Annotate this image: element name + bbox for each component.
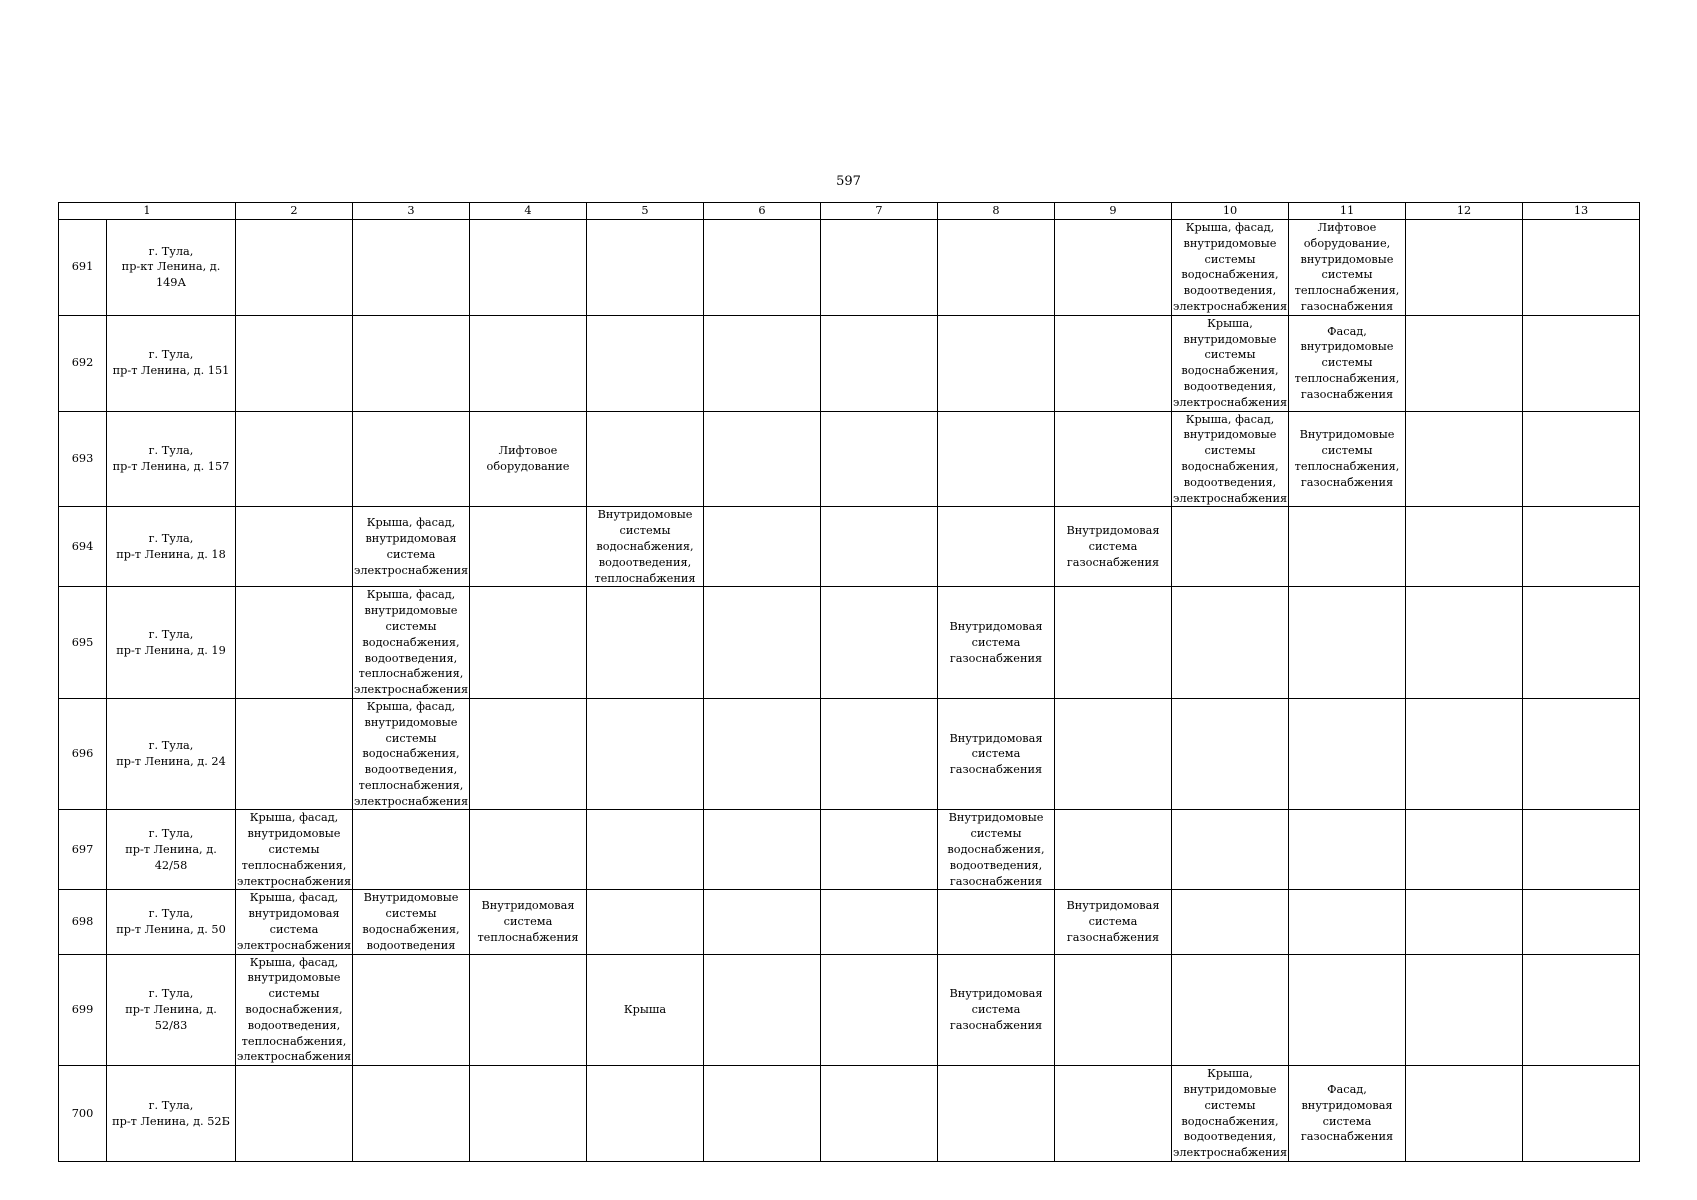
work-cell-col-13 <box>1523 587 1640 699</box>
work-cell-col-7 <box>821 698 938 810</box>
work-cell-col-6 <box>704 507 821 587</box>
work-cell-col-5 <box>587 698 704 810</box>
work-cell-col-9 <box>1055 1066 1172 1162</box>
work-text: Крыша, фасад, внутридомовые системы водоснабжения, водоотведения, теплоснабжения, электроснабжения <box>354 699 469 808</box>
work-text: Внутридомовая система газоснабжения <box>949 619 1043 665</box>
address-cell <box>107 220 236 316</box>
column-header-5: 5 <box>587 203 704 220</box>
work-cell-col-2 <box>236 698 353 810</box>
row-number: 696 <box>59 698 107 810</box>
work-cell-col-7 <box>821 954 938 1066</box>
address-text: г. Тула, пр-т Ленина, д. 18 <box>116 532 226 561</box>
work-cell-col-3 <box>353 587 470 699</box>
work-cell-col-12 <box>1406 810 1523 890</box>
work-cell-col-6 <box>704 315 821 411</box>
row-number: 700 <box>59 1066 107 1162</box>
address-cell <box>107 1066 236 1162</box>
work-cell-col-9 <box>1055 954 1172 1066</box>
row-number: 698 <box>59 890 107 954</box>
work-cell-col-8 <box>938 954 1055 1066</box>
work-cell-col-2 <box>236 587 353 699</box>
row-number: 692 <box>59 315 107 411</box>
work-cell-col-12 <box>1406 315 1523 411</box>
work-cell-col-2 <box>236 890 353 954</box>
address-cell <box>107 890 236 954</box>
work-cell-col-13 <box>1523 1066 1640 1162</box>
column-header-12: 12 <box>1406 203 1523 220</box>
work-cell-col-5 <box>587 890 704 954</box>
work-cell-col-11 <box>1289 698 1406 810</box>
work-cell-col-5 <box>587 507 704 587</box>
header-row <box>59 203 1640 220</box>
work-cell-col-6 <box>704 810 821 890</box>
work-cell-col-4 <box>470 1066 587 1162</box>
address-cell <box>107 698 236 810</box>
work-cell-col-7 <box>821 810 938 890</box>
address-text: г. Тула, пр-т Ленина, д. 157 <box>112 444 230 473</box>
work-cell-col-13 <box>1523 954 1640 1066</box>
work-cell-col-5 <box>587 411 704 507</box>
work-text: Крыша, фасад, внутридомовые системы теплоснабжения, электроснабжения <box>237 811 352 888</box>
table-row <box>59 411 1640 507</box>
work-cell-col-13 <box>1523 411 1640 507</box>
table-row <box>59 220 1640 316</box>
work-cell-col-6 <box>704 890 821 954</box>
work-cell-col-6 <box>704 220 821 316</box>
work-text: Внутридомовые системы водоснабжения, водоотведения <box>362 891 460 952</box>
table-row <box>59 507 1640 587</box>
address-cell <box>107 810 236 890</box>
work-cell-col-6 <box>704 1066 821 1162</box>
work-cell-col-12 <box>1406 890 1523 954</box>
work-text: Фасад, внутридомовые системы теплоснабжения, газоснабжения <box>1294 324 1400 401</box>
work-cell-col-11 <box>1289 220 1406 316</box>
work-cell-col-10 <box>1172 810 1289 890</box>
table-row <box>59 810 1640 890</box>
work-cell-col-9 <box>1055 507 1172 587</box>
row-number: 697 <box>59 810 107 890</box>
column-header-11: 11 <box>1289 203 1406 220</box>
address-text: г. Тула, пр-т Ленина, д. 50 <box>116 907 226 937</box>
address-cell <box>107 587 236 699</box>
work-cell-col-3 <box>353 810 470 890</box>
work-cell-col-7 <box>821 315 938 411</box>
address-cell <box>107 315 236 411</box>
work-cell-col-12 <box>1406 587 1523 699</box>
work-cell-col-3 <box>353 507 470 587</box>
work-cell-col-3 <box>353 411 470 507</box>
address-text: г. Тула, пр-т Ленина, д. 24 <box>116 739 226 769</box>
work-cell-col-7 <box>821 587 938 699</box>
work-cell-col-2 <box>236 315 353 411</box>
work-cell-col-12 <box>1406 1066 1523 1162</box>
work-cell-col-4 <box>470 698 587 810</box>
work-cell-col-5 <box>587 954 704 1066</box>
column-header-7: 7 <box>821 203 938 220</box>
work-cell-col-11 <box>1289 890 1406 954</box>
column-header-9: 9 <box>1055 203 1172 220</box>
work-cell-col-4 <box>470 954 587 1066</box>
work-cell-col-11 <box>1289 507 1406 587</box>
work-cell-col-4 <box>470 587 587 699</box>
address-text: г. Тула, пр-т Ленина, д. 19 <box>116 627 226 657</box>
work-text: Внутридомовая система теплоснабжения <box>477 899 579 944</box>
work-text: Лифтовое оборудование, внутридомовые системы теплоснабжения, газоснабжения <box>1294 221 1400 313</box>
work-cell-col-13 <box>1523 220 1640 316</box>
work-cell-col-3 <box>353 698 470 810</box>
work-cell-col-5 <box>587 1066 704 1162</box>
address-cell <box>107 954 236 1066</box>
work-cell-col-12 <box>1406 507 1523 587</box>
work-cell-col-13 <box>1523 507 1640 587</box>
work-cell-col-8 <box>938 411 1055 507</box>
work-cell-col-12 <box>1406 220 1523 316</box>
address-text: г. Тула, пр-кт Ленина, д. 149А <box>121 244 221 290</box>
work-cell-col-4 <box>470 507 587 587</box>
column-header-13: 13 <box>1523 203 1640 220</box>
work-cell-col-8 <box>938 587 1055 699</box>
work-text: Лифтовое оборудование <box>486 444 570 473</box>
column-header-1: 1 <box>59 203 236 220</box>
table-row <box>59 890 1640 954</box>
address-text: г. Тула, пр-т Ленина, д. 151 <box>112 348 230 378</box>
table-row <box>59 698 1640 810</box>
column-header-8: 8 <box>938 203 1055 220</box>
table-row <box>59 587 1640 699</box>
work-text: Крыша, фасад, внутридомовые системы водоснабжения, водоотведения, теплоснабжения, электроснабжения <box>354 588 469 697</box>
table-row <box>59 1066 1640 1162</box>
work-cell-col-4 <box>470 810 587 890</box>
work-cell-col-7 <box>821 411 938 507</box>
work-cell-col-8 <box>938 810 1055 890</box>
work-cell-col-9 <box>1055 411 1172 507</box>
work-cell-col-11 <box>1289 587 1406 699</box>
work-cell-col-4 <box>470 411 587 507</box>
work-cell-col-7 <box>821 220 938 316</box>
work-cell-col-13 <box>1523 890 1640 954</box>
work-cell-col-10 <box>1172 954 1289 1066</box>
address-text: г. Тула, пр-т Ленина, д. 42/58 <box>125 827 217 872</box>
work-cell-col-6 <box>704 698 821 810</box>
work-cell-col-8 <box>938 315 1055 411</box>
work-text: Крыша, фасад, внутридомовая система электроснабжения <box>237 891 352 952</box>
work-cell-col-9 <box>1055 220 1172 316</box>
work-cell-col-2 <box>236 954 353 1066</box>
work-cell-col-2 <box>236 1066 353 1162</box>
work-text: Крыша, внутридомовые системы водоснабжения, водоотведения, электроснабжения <box>1173 316 1288 409</box>
row-number: 694 <box>59 507 107 587</box>
work-cell-col-10 <box>1172 411 1289 507</box>
work-cell-col-12 <box>1406 698 1523 810</box>
work-cell-col-9 <box>1055 890 1172 954</box>
work-cell-col-13 <box>1523 315 1640 411</box>
work-cell-col-11 <box>1289 810 1406 890</box>
work-cell-col-10 <box>1172 507 1289 587</box>
row-number: 693 <box>59 411 107 507</box>
work-text: Внутридомовые системы водоснабжения, водоотведения, теплоснабжения <box>594 508 696 585</box>
work-cell-col-11 <box>1289 1066 1406 1162</box>
work-text: Крыша <box>623 1003 667 1017</box>
column-header-4: 4 <box>470 203 587 220</box>
work-text: Внутридомовые системы водоснабжения, водоотведения, газоснабжения <box>947 811 1045 888</box>
work-text: Внутридомовая система газоснабжения <box>1066 899 1160 944</box>
work-cell-col-3 <box>353 315 470 411</box>
work-cell-col-4 <box>470 315 587 411</box>
work-cell-col-9 <box>1055 698 1172 810</box>
work-text: Крыша, фасад, внутридомовые системы водоснабжения, водоотведения, теплоснабжения, электроснабжения <box>237 955 352 1064</box>
row-number: 691 <box>59 220 107 316</box>
work-cell-col-6 <box>704 954 821 1066</box>
column-header-6: 6 <box>704 203 821 220</box>
work-cell-col-3 <box>353 954 470 1066</box>
work-cell-col-8 <box>938 890 1055 954</box>
work-text: Внутридомовая система газоснабжения <box>949 731 1043 777</box>
work-cell-col-6 <box>704 587 821 699</box>
address-text: г. Тула, пр-т Ленина, д. 52/83 <box>125 987 217 1032</box>
work-cell-col-8 <box>938 220 1055 316</box>
work-cell-col-7 <box>821 507 938 587</box>
work-cell-col-13 <box>1523 810 1640 890</box>
page-number: 597 <box>836 174 861 189</box>
work-cell-col-11 <box>1289 315 1406 411</box>
work-cell-col-9 <box>1055 315 1172 411</box>
work-cell-col-5 <box>587 587 704 699</box>
work-cell-col-10 <box>1172 587 1289 699</box>
work-cell-col-12 <box>1406 954 1523 1066</box>
work-cell-col-9 <box>1055 810 1172 890</box>
work-cell-col-2 <box>236 810 353 890</box>
column-header-2: 2 <box>236 203 353 220</box>
address-cell <box>107 411 236 507</box>
column-header-3: 3 <box>353 203 470 220</box>
work-cell-col-5 <box>587 220 704 316</box>
work-cell-col-11 <box>1289 954 1406 1066</box>
work-text: Крыша, фасад, внутридомовые системы водоснабжения, водоотведения, электроснабжения <box>1173 221 1288 313</box>
work-cell-col-7 <box>821 890 938 954</box>
work-cell-col-8 <box>938 507 1055 587</box>
work-text: Крыша, фасад, внутридомовая система электроснабжения <box>354 516 469 577</box>
work-cell-col-3 <box>353 890 470 954</box>
row-number: 695 <box>59 587 107 699</box>
work-text: Крыша, внутридомовые системы водоснабжения, водоотведения, электроснабжения <box>1173 1067 1288 1160</box>
work-text: Внутридомовые системы теплоснабжения, газоснабжения <box>1294 428 1400 489</box>
column-header-10: 10 <box>1172 203 1289 220</box>
work-cell-col-8 <box>938 1066 1055 1162</box>
work-cell-col-13 <box>1523 698 1640 810</box>
work-cell-col-2 <box>236 507 353 587</box>
address-text: г. Тула, пр-т Ленина, д. 52Б <box>112 1098 230 1128</box>
work-cell-col-10 <box>1172 315 1289 411</box>
table-row <box>59 954 1640 1066</box>
work-text: Крыша, фасад, внутридомовые системы водоснабжения, водоотведения, электроснабжения <box>1173 412 1288 505</box>
work-cell-col-7 <box>821 1066 938 1162</box>
work-cell-col-9 <box>1055 587 1172 699</box>
work-cell-col-4 <box>470 220 587 316</box>
work-cell-col-2 <box>236 220 353 316</box>
work-text: Фасад, внутридомовая система газоснабжения <box>1300 1083 1394 1144</box>
work-text: Внутридомовая система газоснабжения <box>949 987 1043 1032</box>
repair-schedule-table <box>58 202 1640 1162</box>
work-cell-col-3 <box>353 220 470 316</box>
work-cell-col-10 <box>1172 220 1289 316</box>
work-cell-col-8 <box>938 698 1055 810</box>
work-cell-col-10 <box>1172 890 1289 954</box>
address-cell <box>107 507 236 587</box>
work-cell-col-4 <box>470 890 587 954</box>
work-cell-col-5 <box>587 315 704 411</box>
work-cell-col-6 <box>704 411 821 507</box>
table-row <box>59 315 1640 411</box>
work-cell-col-3 <box>353 1066 470 1162</box>
work-cell-col-10 <box>1172 1066 1289 1162</box>
work-cell-col-5 <box>587 810 704 890</box>
work-cell-col-11 <box>1289 411 1406 507</box>
work-cell-col-2 <box>236 411 353 507</box>
work-cell-col-10 <box>1172 698 1289 810</box>
row-number: 699 <box>59 954 107 1066</box>
work-cell-col-12 <box>1406 411 1523 507</box>
work-text: Внутридомовая система газоснабжения <box>1066 524 1160 569</box>
